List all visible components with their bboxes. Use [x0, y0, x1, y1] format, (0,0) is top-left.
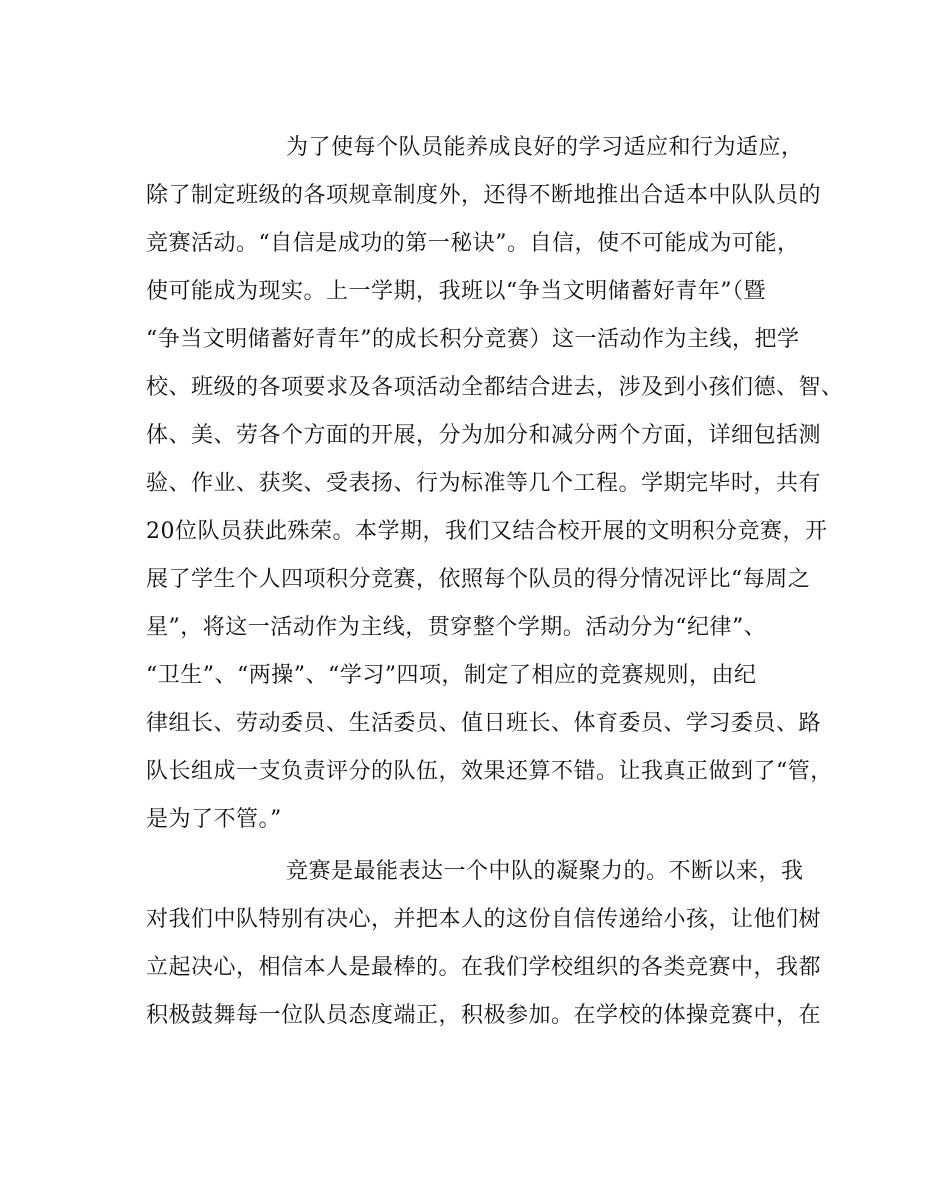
paragraph-1-line-7: 体、美、劳各个方面的开展，分为加分和减分两个方面，详细包括测 — [146, 423, 822, 448]
paragraph-1-line-9: 20位队员获此殊荣。本学期，我们又结合校开展的文明积分竞赛，开 — [146, 519, 828, 544]
paragraph-2-line-2: 对我们中队特别有决心，并把本人的这份自信传递给小孩，让他们树 — [146, 907, 822, 932]
paragraph-1-line-11: 星”，将这一活动作为主线，贯穿整个学期。活动分为“纪律”、 — [146, 615, 767, 640]
paragraph-1-line-3: 竞赛活动。“自信是成功的第一秘诀”。自信，使不可能成为可能， — [146, 231, 800, 256]
paragraph-2-line-1: 竞赛是最能表达一个中队的凝聚力的。不断以来，我 — [286, 859, 804, 884]
paragraph-1-line-15: 是为了不管。” — [146, 807, 282, 832]
paragraph-1-line-10: 展了学生个人四项积分竞赛，依照每个队员的得分情况评比“每周之 — [146, 567, 811, 592]
paragraph-1-line-5: “争当文明储蓄好青年”的成长积分竞赛）这一活动作为主线，把学 — [146, 327, 800, 352]
paragraph-2-line-3: 立起决心，相信本人是最棒的。在我们学校组织的各类竞赛中，我都 — [146, 955, 822, 980]
paragraph-1-line-2: 除了制定班级的各项规章制度外，还得不断地推出合适本中队队员的 — [146, 183, 822, 208]
paragraph-1-line-1: 为了使每个队员能养成良好的学习适应和行为适应， — [286, 135, 804, 160]
paragraph-2-line-4: 积极鼓舞每一位队员态度端正，积极参加。在学校的体操竞赛中，在 — [146, 1003, 822, 1028]
paragraph-1-line-13: 律组长、劳动委员、生活委员、值日班长、体育委员、学习委员、路 — [146, 711, 822, 736]
paragraph-1-line-14: 队长组成一支负责评分的队伍，效果还算不错。让我真正做到了“管， — [146, 759, 833, 784]
paragraph-1-line-4: 使可能成为现实。上一学期，我班以“争当文明储蓄好青年”（暨 — [146, 279, 766, 304]
paragraph-1-line-12: “卫生”、“两操”、“学习”四项，制定了相应的竞赛规则，由纪 — [146, 663, 757, 688]
paragraph-1-line-8: 验、作业、获奖、受表扬、行为标准等几个工程。学期完毕时，共有 — [146, 471, 822, 496]
paragraph-1-line-6: 校、班级的各项要求及各项活动全都结合进去，涉及到小孩们德、智、 — [146, 375, 844, 400]
